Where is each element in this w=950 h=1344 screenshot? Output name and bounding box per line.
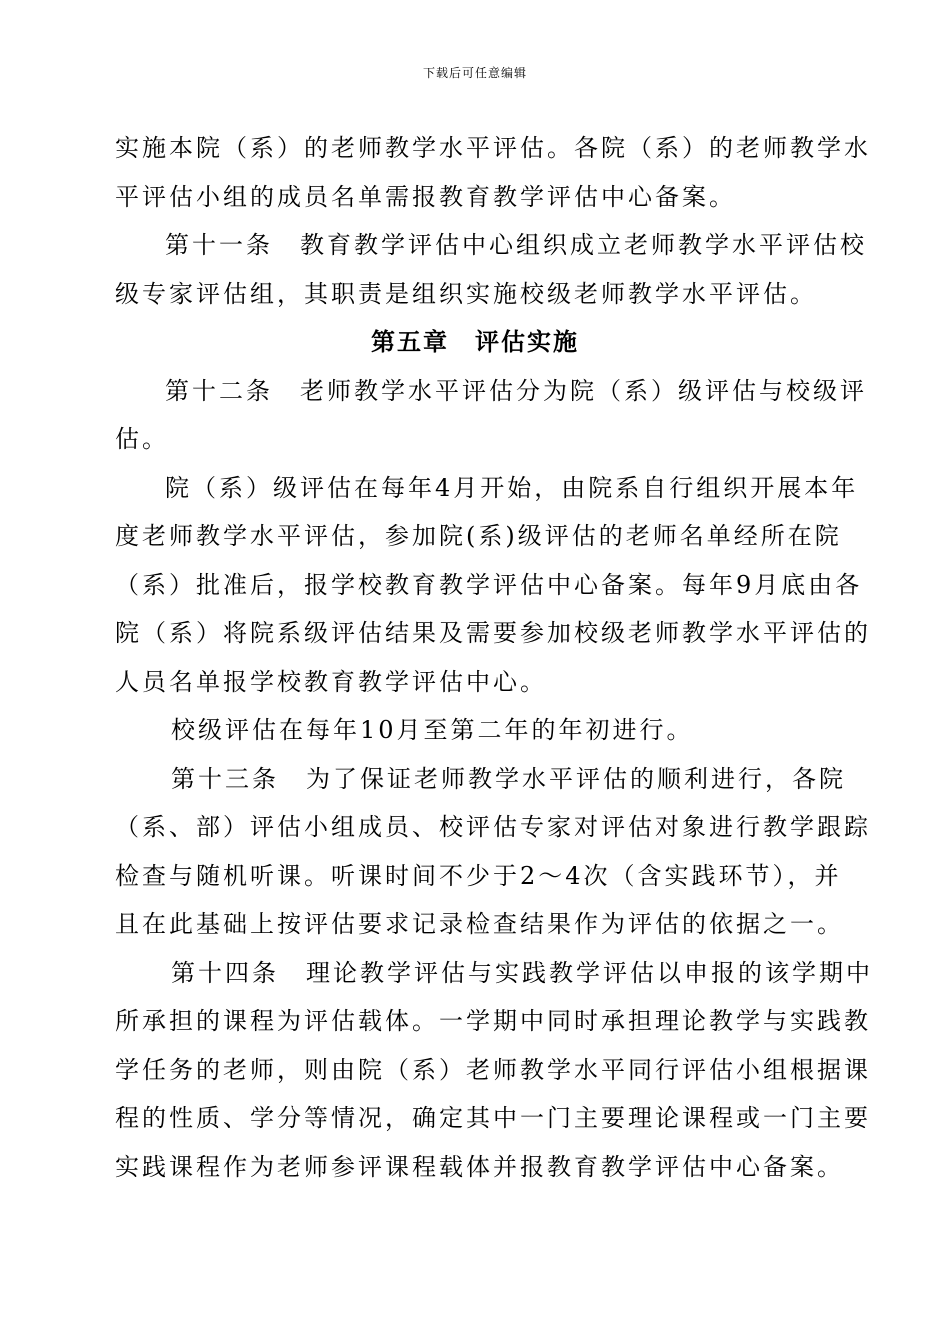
article-13-line: 第十三条 为了保证老师教学水平评估的顺利进行，各院 xyxy=(171,764,846,793)
article-12-line: 第十二条 老师教学水平评估分为院（系）级评估与校级评 xyxy=(165,376,867,405)
text-line: 实践课程作为老师参评课程载体并报教育教学评估中心备案。 xyxy=(115,1152,844,1181)
text-line: （系）批准后，报学校教育教学评估中心备案。每年9月底由各 xyxy=(115,570,863,599)
text-line: 级专家评估组，其职责是组织实施校级老师教学水平评估。 xyxy=(115,279,817,308)
text-line: 人员名单报学校教育教学评估中心。 xyxy=(115,667,547,696)
paragraph-start-line: 校级评估在每年10月至第二年的年初进行。 xyxy=(171,716,694,744)
article-11-line: 第十一条 教育教学评估中心组织成立老师教学水平评估校 xyxy=(165,231,867,259)
text-line: 所承担的课程为评估载体。一学期中同时承担理论教学与实践教 xyxy=(115,1007,871,1035)
document-body xyxy=(115,124,873,1191)
text-line: （系、部）评估小组成员、校评估专家对评估对象进行教学跟踪 xyxy=(115,813,871,841)
text-line: 度老师教学水平评估，参加院(系)级评估的老师名单经所在院 xyxy=(115,522,842,550)
text-line: 院（系）将院系级评估结果及需要参加校级老师教学水平评估的 xyxy=(115,619,871,647)
text-line: 检查与随机听课。听课时间不少于2～4次（含实践环节），并 xyxy=(115,861,842,890)
paragraph-start-line: 院（系）级评估在每年4月开始，由院系自行组织开展本年 xyxy=(165,473,859,502)
text-line: 程的性质、学分等情况，确定其中一门主要理论课程或一门主要 xyxy=(115,1104,871,1132)
text-line: 估。 xyxy=(115,425,169,453)
text-line: 实施本院（系）的老师教学水平评估。各院（系）的老师教学水 xyxy=(115,134,871,162)
article-14-line: 第十四条 理论教学评估与实践教学评估以申报的该学期中 xyxy=(171,958,873,987)
page-header-note: 下载后可任意编辑 xyxy=(422,66,527,80)
text-line: 平评估小组的成员名单需报教育教学评估中心备案。 xyxy=(115,182,736,211)
text-line: 学任务的老师，则由院（系）老师教学水平同行评估小组根据课 xyxy=(115,1055,871,1084)
text-line: 且在此基础上按评估要求记录检查结果作为评估的依据之一。 xyxy=(115,910,844,938)
chapter-heading: 第五章 评估实施 xyxy=(371,327,579,356)
